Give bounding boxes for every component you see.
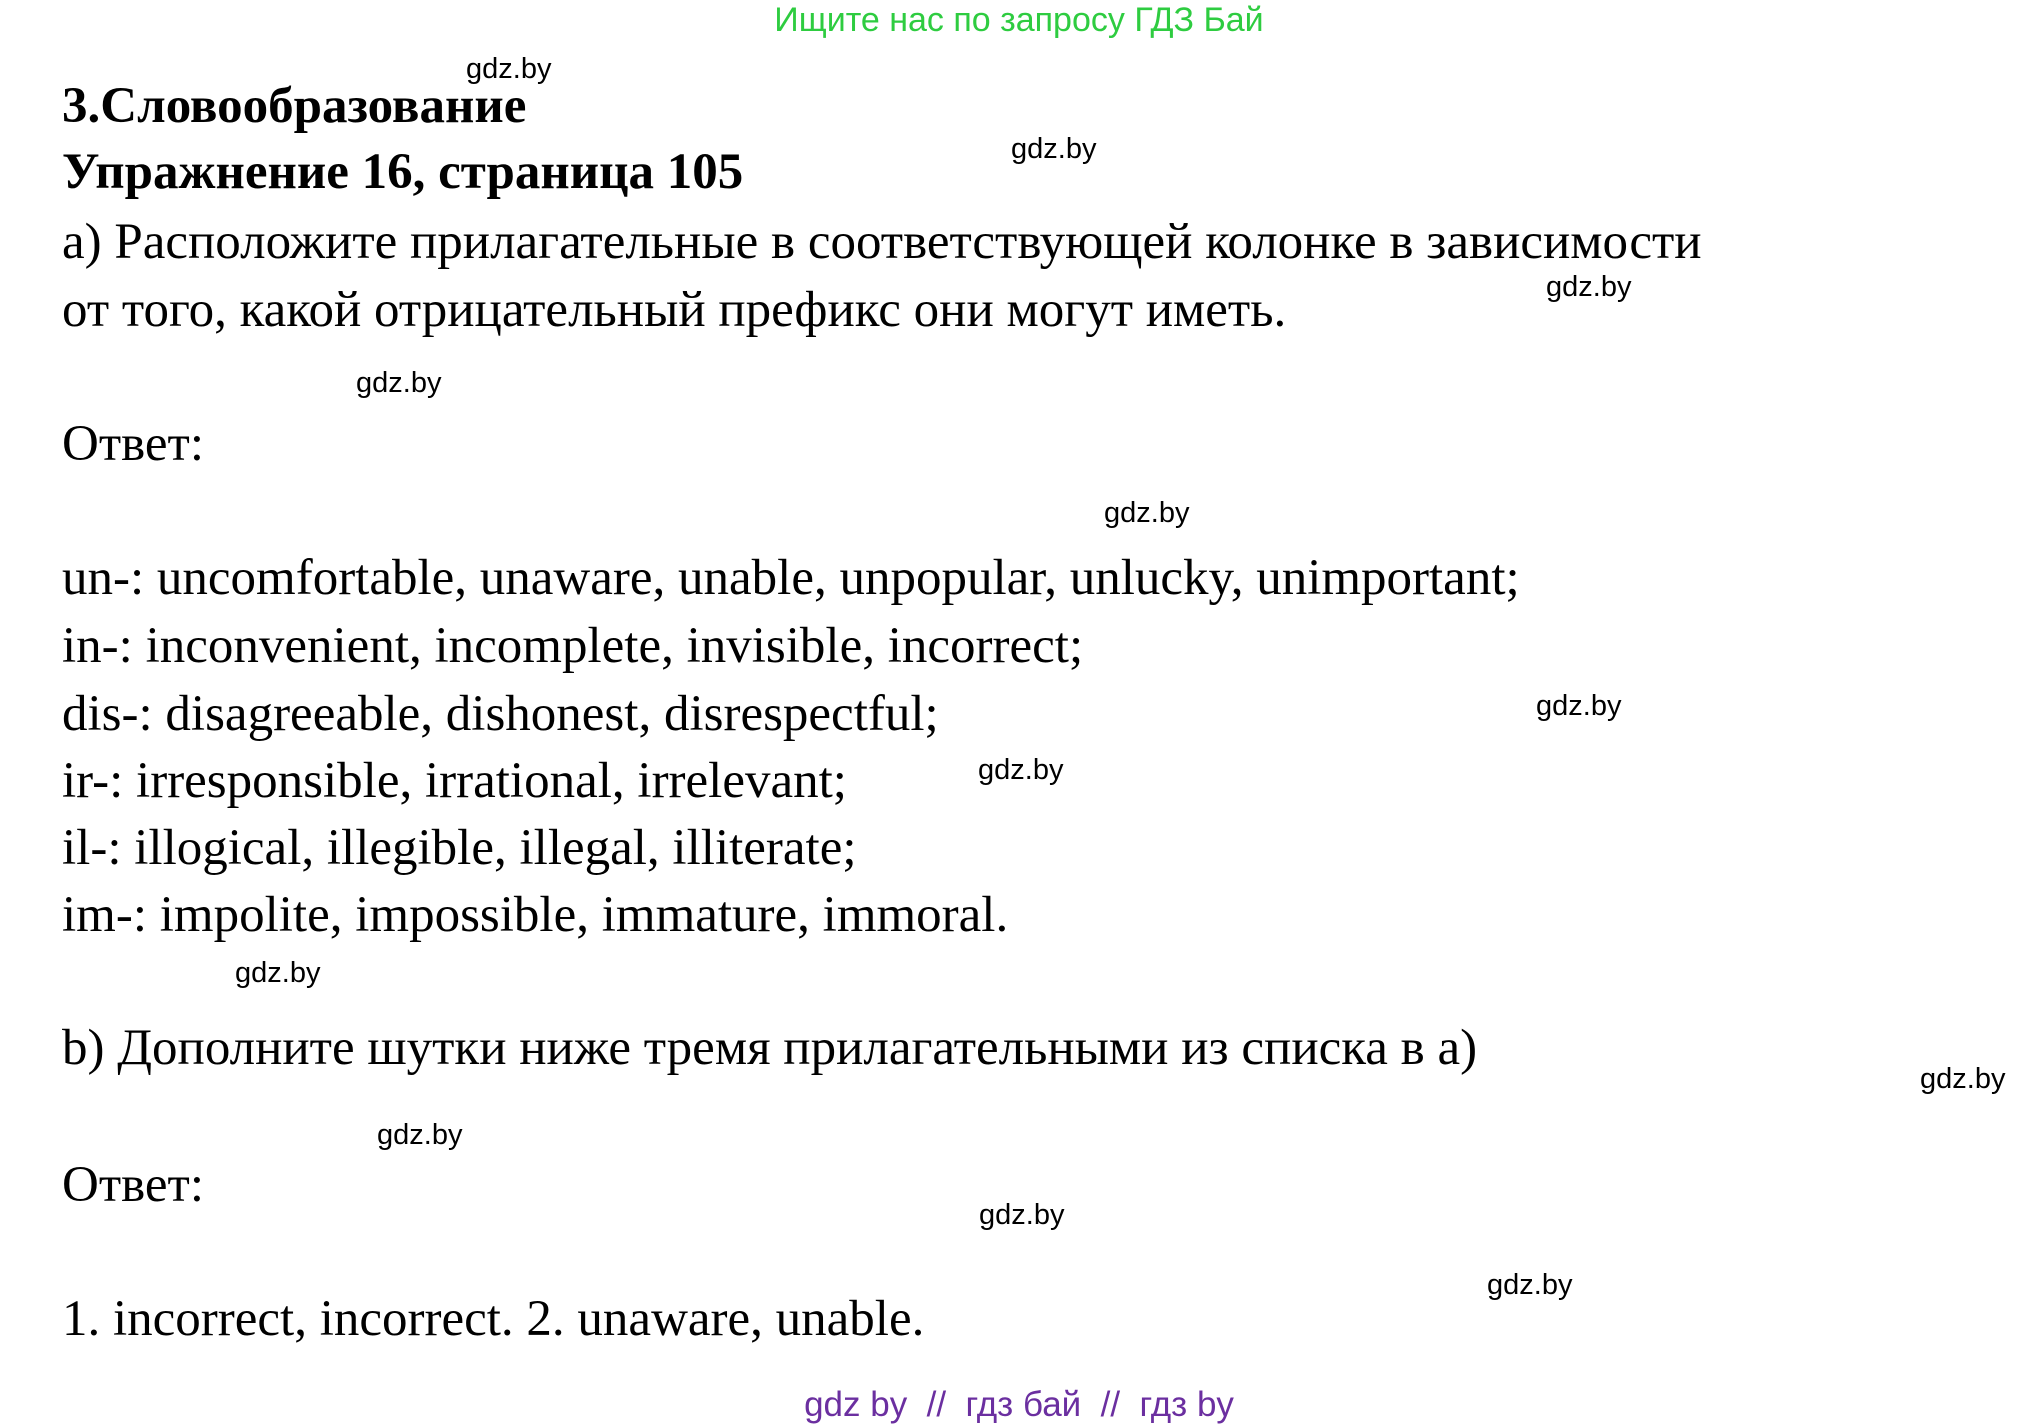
answer-line-ir: ir-: irresponsible, irrational, irrelevant; xyxy=(62,753,847,809)
section-title: 3.Словообразование xyxy=(62,78,527,134)
answer-line-un: un-: uncomfortable, unaware, unable, unpopular, unlucky, unimportant; xyxy=(62,550,1520,606)
task-a-line-2: от того, какой отрицательный префикс они могут иметь. xyxy=(62,282,1287,338)
watermark-text: gdz.by xyxy=(1487,1269,1573,1301)
exercise-title: Упражнение 16, страница 105 xyxy=(62,144,744,200)
answer-line-il: il-: illogical, illegible, illegal, illiterate; xyxy=(62,820,857,876)
watermark-text: gdz.by xyxy=(466,53,552,85)
answer-b-line: 1. incorrect, incorrect. 2. unaware, unable. xyxy=(62,1291,925,1347)
watermark-text: gdz.by xyxy=(978,754,1064,786)
answer-label-b: Ответ: xyxy=(62,1157,204,1213)
answer-line-im: im-: impolite, impossible, immature, immoral. xyxy=(62,887,1009,943)
top-banner: Ищите нас по запросу ГДЗ Бай xyxy=(774,1,1264,39)
answer-line-dis: dis-: disagreeable, dishonest, disrespectful; xyxy=(62,686,939,742)
footer-links: gdz by // гдз бай // гдз by xyxy=(804,1385,1234,1424)
watermark-text: gdz.by xyxy=(235,957,321,989)
watermark-text: gdz.by xyxy=(1536,690,1622,722)
watermark-text: gdz.by xyxy=(377,1119,463,1151)
watermark-text: gdz.by xyxy=(979,1199,1065,1231)
task-a-line-1: a) Расположите прилагательные в соответствующей колонке в зависимости xyxy=(62,214,1702,270)
watermark-text: gdz.by xyxy=(1104,497,1190,529)
watermark-text: gdz.by xyxy=(1011,133,1097,165)
answer-label-a: Ответ: xyxy=(62,416,204,472)
watermark-text: gdz.by xyxy=(1546,271,1632,303)
task-b-line: b) Дополните шутки ниже тремя прилагательными из списка в а) xyxy=(62,1020,1478,1076)
answer-line-in: in-: inconvenient, incomplete, invisible, incorrect; xyxy=(62,618,1084,674)
watermark-text: gdz.by xyxy=(356,367,442,399)
watermark-text: gdz.by xyxy=(1920,1063,2006,1095)
